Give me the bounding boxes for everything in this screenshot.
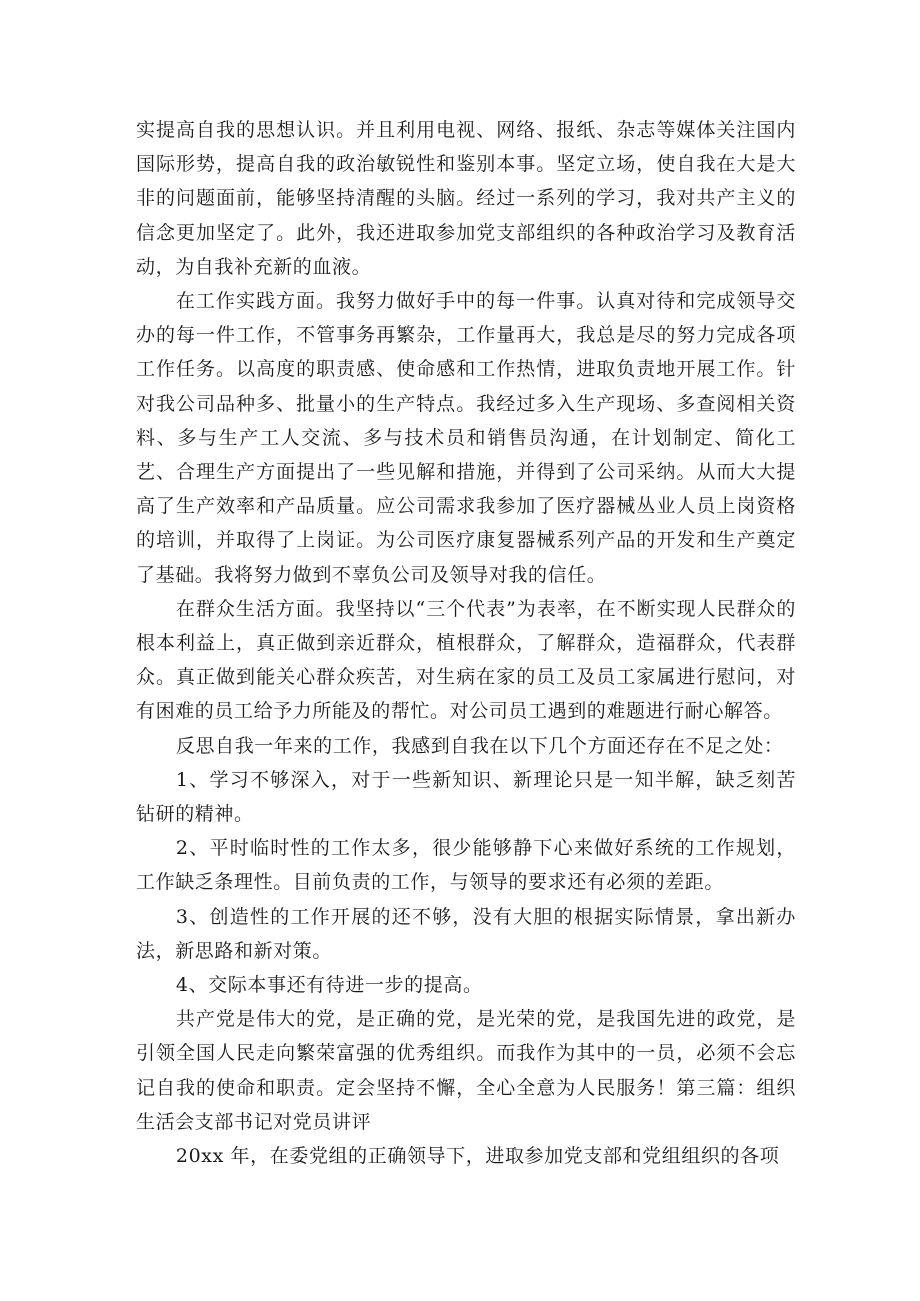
paragraph-reflection-intro: 反思自我一年来的工作，我感到自我在以下几个方面还存在不足之处： <box>175 734 784 757</box>
paragraph-mass-life: 在群众生活方面。我坚持以“三个代表”为表率，在不断实现人民群众的根本利益上，真正做到亲近群众，植根群众，了解群众，造福群众，代表群众。真正做到能关心群众疾苦，对生病在家的员工及员工家属进行慰问，对有困难的员工给予力所能及的帮忙。对公司员工遇到的难题进行耐心解答。 <box>136 597 796 723</box>
paragraph-party-conclusion: 共产党是伟大的党，是正确的党，是光荣的党，是我国先进的政党，是引领全国人民走向繁荣富强的优秀组织。而我作为其中的一员，必须不会忘记自我的使命和职责。定会坚持不懈，全心全意为人民服务！第三篇：组织生活会支部书记对党员讲评 <box>136 1008 796 1133</box>
document-body <box>136 113 796 1173</box>
paragraph-shortcoming-4: 4、交际本事还有待进一步的提高。 <box>175 974 483 997</box>
paragraph-shortcoming-2: 2、平时临时性的工作太多，很少能够静下心来做好系统的工作规划，工作缺乏条理性。目前负责的工作，与领导的要求还有必须的差距。 <box>136 837 796 894</box>
paragraph-year-review-start: 20xx 年，在委党组的正确领导下，进取参加党支部和党组组织的各项 <box>175 1145 780 1168</box>
paragraph-work-practice: 在工作实践方面。我努力做好手中的每一件事。认真对待和完成领导交办的每一件工作，不管事务再繁杂，工作量再大，我总是尽的努力完成各项工作任务。以高度的职责感、使命感和工作热情，进取负责地开展工作。针对我公司品种多、批量小的生产特点。我经过多入生产现场、多查阅相关资料、多与生产工人交流、多与技术员和销售员沟通，在计划制定、简化工艺、合理生产方面提出了一些见解和措施，并得到了公司采纳。从而大大提高了生产效率和产品质量。应公司需求我参加了医疗器械丛业人员上岗资格的培训，并取得了上岗证。为公司医疗康复器械系列产品的开发和生产奠定了基础。我将努力做到不辜负公司及领导对我的信任。 <box>136 290 796 586</box>
paragraph-shortcoming-3: 3、创造性的工作开展的还不够，没有大胆的根据实际情景，拿出新办法，新思路和新对策。 <box>136 905 796 962</box>
paragraph-shortcoming-1: 1、学习不够深入，对于一些新知识、新理论只是一知半解，缺乏刻苦钻研的精神。 <box>136 768 796 826</box>
paragraph-ideology-continued: 实提高自我的思想认识。并且利用电视、网络、报纸、杂志等媒体关注国内国际形势，提高自我的政治敏锐性和鉴别本事。坚定立场，使自我在大是大非的问题面前，能够坚持清醒的头脑。经过一系列的学习，我对共产主义的信念更加坚定了。此外，我还进取参加党支部组织的各种政治学习及教育活动，为自我补充新的血液。 <box>136 119 796 278</box>
